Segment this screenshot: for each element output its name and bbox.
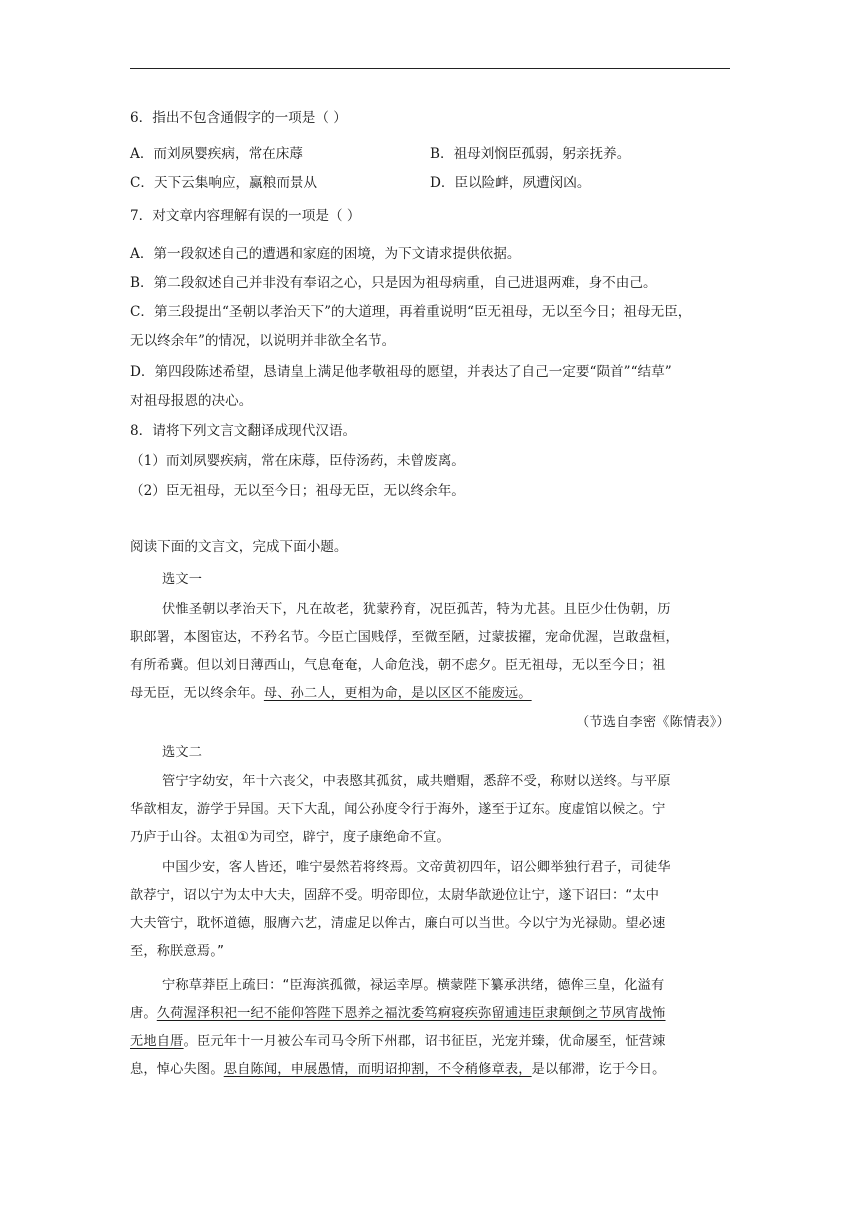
q7-line: A．第一段叙述自己的遭遇和家庭的困境，为下文请求提供依据。 [130,246,521,262]
text2-p3-line: 宁称草莽臣上疏曰：“臣海滨孤微，禄运幸厚。横蒙陛下纂承洪绪，德侔三皇，化溢有 [162,978,665,993]
text1-line: 有所希冀。但以刘日薄西山，气息奄奄，人命危浅，朝不虑夕。臣无祖母，无以至今日；祖 [130,658,666,673]
text2-p3-line [130,1060,666,1080]
q6-option-a: A．而刘夙婴疾病，常在床蓐 [130,146,303,162]
text2-heading: 选文二 [162,745,203,760]
text1-last-line [130,684,532,704]
text2-p3-plain: 。臣元年十一月被公车司马令所下州郡，诏书征臣，光宠并臻，优命屡至，怔营竦 [183,1034,666,1049]
q8-item-1: （1）而刘夙婴疾病，常在床蓐，臣侍汤药，未曾废离。 [130,453,465,469]
text2-p1-line: 华歆相友，游学于异国。天下大乱，闻公孙度令行于海外，遂至于辽东。度虚馆以候之。宁 [130,802,666,817]
text2-p3-line [130,1032,666,1052]
text1-line: 伏惟圣朝以孝治天下，凡在故老，犹蒙矜育，况臣孤苦，特为尤甚。且臣少仕伪朝，历 [162,602,671,617]
text1-last-plain: 母无臣，无以终余年。 [130,686,264,701]
text2-unpunctuated-sentence-end: 无地自厝 [130,1034,184,1049]
q7-line: B．第二段叙述自己并非没有奉诏之心，只是因为祖母病重，自己进退两难，身不由己。 [130,275,657,291]
text2-p2-line: 中国少安，客人皆还，唯宁晏然若将终焉。文帝黄初四年，诏公卿举独行君子，司徒华 [162,860,671,875]
text1-heading: 选文一 [162,572,203,587]
header-rule [130,68,730,69]
q6-option-d: D．臣以险衅，夙遭闵凶。 [430,175,591,191]
q7-line: 对祖母报恩的决心。 [130,393,253,409]
text2-underlined-sentence: 思自陈闻，申展愚情，而明诏抑割，不令稍修章表， [223,1062,532,1077]
text2-unpunctuated-sentence: 久荷渥泽积祀一纪不能仰答陛下恩养之福沈委笃痾寝疾弥留逋违臣隶颠倒之节夙宵战怖 [156,1006,666,1021]
text1-line: 职郎署，本图宦达，不矜名节。今臣亡国贱俘，至微至陋，过蒙拔擢，宠命优渥，岂敢盘桓， [130,630,679,645]
q6-option-b: B．祖母刘悯臣孤弱，躬亲抚养。 [430,146,631,162]
text2-p3-line [130,1004,666,1024]
q8-item-2: （2）臣无祖母，无以至今日；祖母无臣，无以终余年。 [130,483,465,499]
q6-option-c: C．天下云集响应，赢粮而景从 [130,175,318,191]
text1-underlined-sentence: 母、孙二人，更相为命，是以区区不能废远。 [263,686,532,701]
text2-p2-line: 大夫管宁，耽怀道德，服膺六艺，清虚足以侔古，廉白可以当世。今以宁为光禄勋。望必速 [130,916,666,931]
text1-source: （节选自李密《陈情表》） [575,715,730,730]
q6-stem: 6．指出不包含通假字的一项是（ ） [130,110,347,126]
q8-stem: 8．请将下列文言文翻译成现代汉语。 [130,423,357,439]
q7-stem: 7．对文章内容理解有误的一项是（ ） [130,208,361,224]
text2-p1-line: 乃庐于山谷。太祖①为司空，辟宁，度子康绝命不宣。 [130,830,450,845]
text2-p2-line: 歆荐宁，诏以宁为太中大夫，固辞不受。明帝即位，太尉华歆逊位让宁，遂下诏曰：“太中 [130,888,660,903]
q7-line: 无以终余年”的情况，以说明并非欲全名节。 [130,333,396,349]
text2-p3-plain: 唐。 [130,1006,157,1021]
text2-p2-line: 至，称朕意焉。” [130,944,225,959]
reading-intro: 阅读下面的文言文，完成下面小题。 [130,539,348,555]
text2-p1-line: 管宁字幼安，年十六丧父，中表愍其孤贫，咸共赠赗，悉辞不受，称财以送终。与平原 [162,774,671,789]
q7-line: C．第三段提出“圣朝以孝治天下”的大道理，再着重说明“臣无祖母，无以至今日；祖母无臣， [130,304,692,320]
text2-p3-plain: 是以郁滞，讫于今日。 [531,1062,666,1077]
text2-p3-plain: 息，悼心失图。 [130,1062,224,1077]
q7-line: D．第四段陈述希望，恳请皇上满足他孝敬祖母的愿望，并表达了自己一定要“陨首”“结草” [130,364,672,380]
